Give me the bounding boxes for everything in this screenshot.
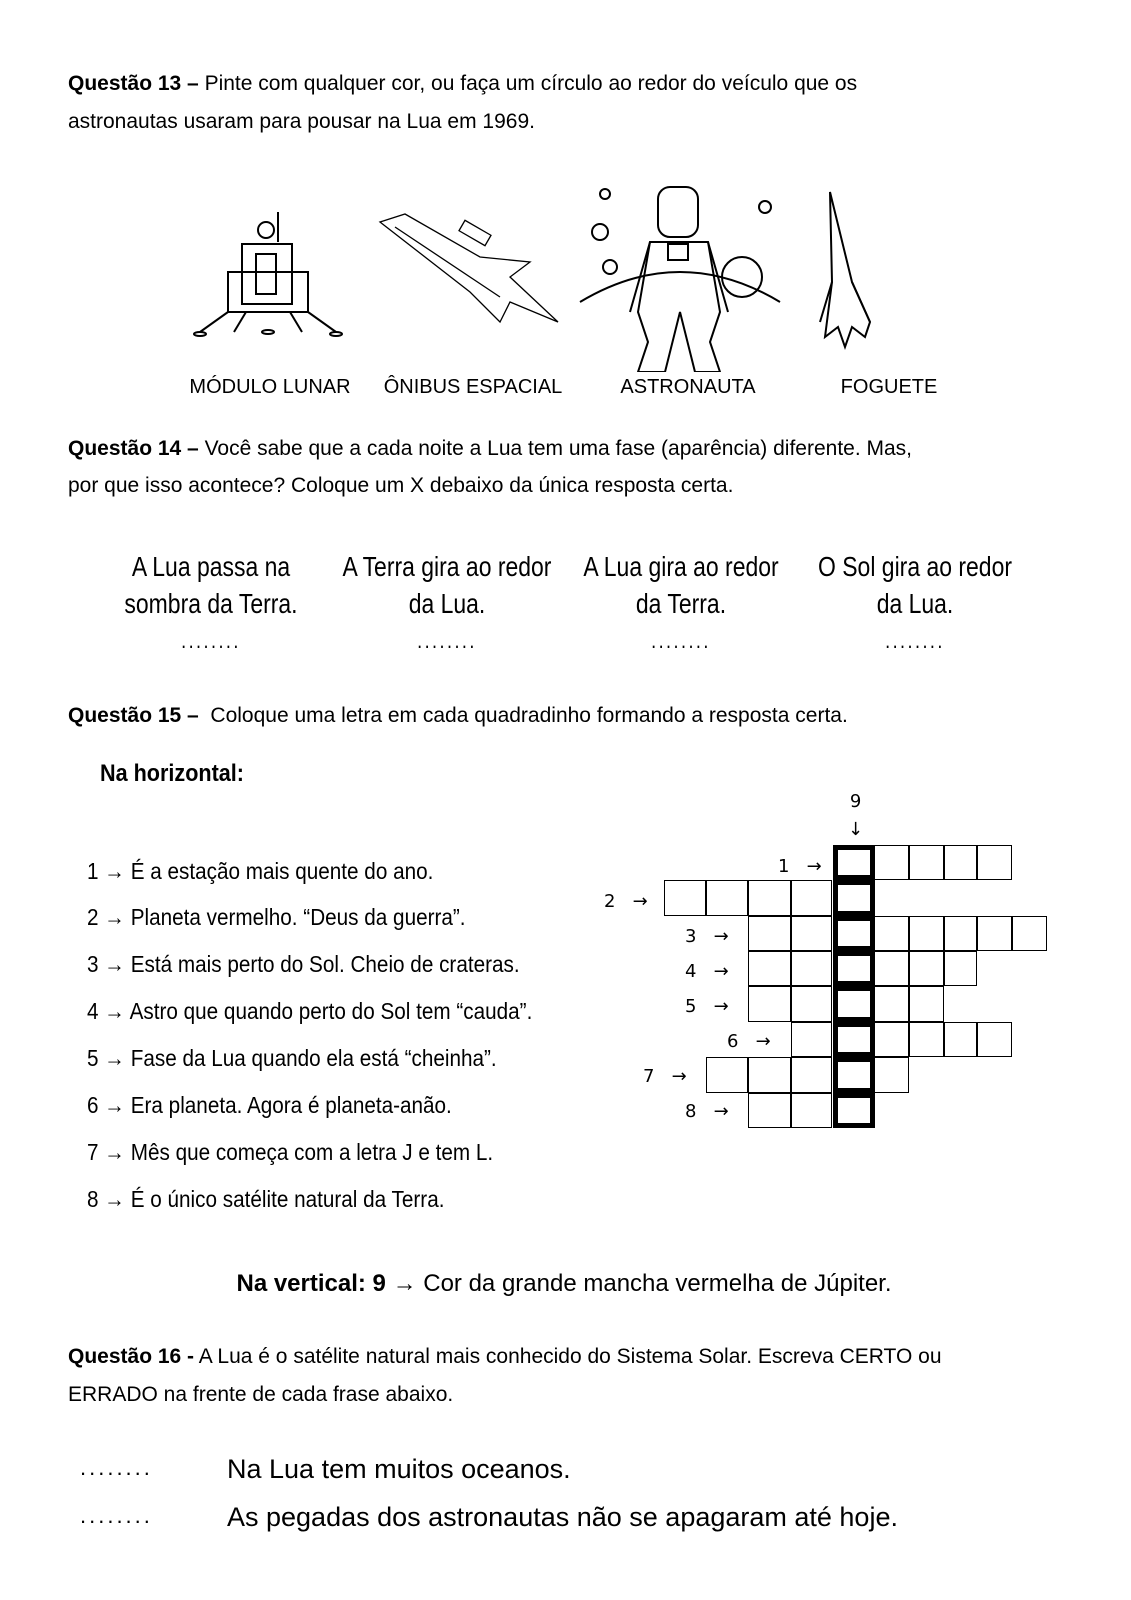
crossword-cell[interactable] (874, 986, 909, 1022)
answer-blank[interactable]: ........ (181, 628, 241, 653)
option-lunar-module[interactable]: MÓDULO LUNAR (189, 376, 351, 398)
option-line: A Lua gira ao redor (583, 551, 779, 582)
crossword-cell[interactable] (874, 916, 909, 951)
crossword-cell[interactable] (909, 916, 944, 951)
q15-line (68, 697, 848, 735)
clue-3: 3 → Está mais perto do Sol. Cheio de crateras. (87, 951, 520, 977)
crossword-cell[interactable] (874, 845, 909, 880)
clue-4: 4 → Astro que quando perto do Sol tem “cauda”. (87, 998, 533, 1024)
grid-label-2: 2 → (604, 891, 648, 912)
astronaut-icon (580, 187, 780, 372)
crossword-cell[interactable] (909, 951, 944, 986)
q14-line2: por que isso acontece? Coloque um X debaixo da única resposta certa. (68, 474, 734, 497)
crossword-cell[interactable] (874, 1022, 909, 1057)
option-space-shuttle[interactable]: ÔNIBUS ESPACIAL (383, 376, 563, 398)
space-shuttle-icon (380, 214, 558, 322)
answer-blank[interactable]: ........ (417, 628, 477, 653)
clue-8: 8 → É o único satélite natural da Terra. (87, 1186, 445, 1212)
lunar-module-icon (194, 212, 342, 336)
crossword-cell[interactable] (748, 916, 791, 951)
crossword-cell-vertical[interactable] (833, 1022, 875, 1057)
q13-line2: astronautas usaram para pousar na Lua em 1969. (68, 110, 535, 133)
crossword-cell[interactable] (706, 880, 748, 916)
crossword-cell[interactable] (748, 986, 791, 1022)
crossword-cell[interactable] (977, 1022, 1012, 1057)
crossword-cell[interactable] (944, 845, 977, 880)
crossword-cell[interactable] (791, 986, 832, 1022)
statement-2: As pegadas dos astronautas não se apagaram até hoje. (227, 1502, 898, 1532)
crossword-cell[interactable] (909, 986, 944, 1022)
grid-number: 3 (685, 926, 697, 947)
q16-title: Questão 16 - (68, 1345, 195, 1368)
crossword-cell[interactable] (1012, 916, 1047, 951)
crossword-cell[interactable] (874, 1057, 909, 1093)
grid-label-7: 7 → (643, 1066, 687, 1087)
q14-line1 (68, 430, 912, 468)
answer-blank[interactable]: ........ (651, 628, 711, 653)
crossword-cell-vertical[interactable] (833, 951, 875, 986)
answer-blank-2[interactable]: ........ (80, 1503, 153, 1528)
vertical-clue (236, 1270, 891, 1298)
grid-label-3: 3 → (685, 926, 729, 947)
vehicle-illustrations (180, 172, 980, 372)
grid-label-6: 6 → (727, 1031, 771, 1052)
grid-number: 8 (685, 1101, 697, 1122)
clue-1: 1 → É a estação mais quente do ano. (87, 858, 434, 884)
crossword-cell-vertical[interactable] (833, 986, 875, 1022)
crossword-cell[interactable] (748, 1057, 791, 1093)
crossword-cell[interactable] (791, 880, 832, 916)
q13-title: Questão 13 – (68, 72, 199, 95)
grid-label-1: 1 → (778, 856, 822, 877)
crossword-cell[interactable] (791, 916, 832, 951)
crossword-cell[interactable] (977, 916, 1012, 951)
grid-number: 7 (643, 1066, 655, 1087)
option-line: A Terra gira ao redor (342, 551, 552, 582)
grid-number: 2 (604, 891, 616, 912)
clue-6: 6 → Era planeta. Agora é planeta-anão. (87, 1092, 452, 1118)
grid-number: 6 (727, 1031, 739, 1052)
q13-text: Pinte com qualquer cor, ou faça um círculo ao redor do veículo que os (204, 72, 858, 95)
answer-blank[interactable]: ........ (885, 628, 945, 653)
q13-line1 (68, 65, 857, 103)
crossword-cell-vertical[interactable] (833, 1093, 875, 1128)
statement-1: Na Lua tem muitos oceanos. (227, 1454, 571, 1484)
grid-number: 1 (778, 856, 790, 877)
crossword-cell[interactable] (748, 1093, 791, 1128)
q15-title: Questão 15 – (68, 704, 199, 727)
option-rocket[interactable]: FOGUETE (840, 376, 938, 398)
crossword-cell[interactable] (909, 845, 944, 880)
horizontal-heading: Na horizontal: (100, 760, 244, 787)
crossword-cell[interactable] (791, 1057, 832, 1093)
crossword-cell[interactable] (791, 951, 832, 986)
rocket-icon (820, 192, 870, 347)
q15-text: Coloque uma letra em cada quadradinho formando a resposta certa. (210, 704, 848, 727)
clue-7: 7 → Mês que começa com a letra J e tem L. (87, 1139, 494, 1165)
crossword-cell[interactable] (944, 1022, 977, 1057)
option-line: da Lua. (408, 588, 486, 619)
option-line: O Sol gira ao redor (818, 551, 1012, 582)
answer-blank-1[interactable]: ........ (80, 1455, 153, 1480)
crossword-cell[interactable] (791, 1093, 832, 1128)
grid-number: 9 (849, 791, 862, 812)
crossword-cell[interactable] (791, 1022, 832, 1057)
grid-number: 4 (685, 961, 697, 982)
option-line: A Lua passa na (131, 551, 291, 582)
q14-text: Você sabe que a cada noite a Lua tem uma fase (aparência) diferente. Mas, (204, 437, 913, 460)
option-line: sombra da Terra. (124, 588, 298, 619)
crossword-cell[interactable] (977, 845, 1012, 880)
crossword-cell-vertical[interactable] (833, 1057, 875, 1093)
crossword-cell[interactable] (748, 951, 791, 986)
option-line: da Terra. (635, 588, 727, 619)
vertical-text: → Cor da grande mancha vermelha de Júpiter. (392, 1270, 892, 1297)
crossword-cell-vertical[interactable] (833, 845, 875, 880)
crossword-cell[interactable] (748, 880, 791, 916)
down-arrow-icon: ↓ (848, 819, 864, 840)
q14-option-4[interactable] (818, 548, 1012, 659)
option-line: da Lua. (876, 588, 954, 619)
q14-option-3[interactable] (583, 548, 778, 659)
grid-number: 5 (685, 996, 697, 1017)
grid-label-9 (848, 788, 863, 844)
clue-5: 5 → Fase da Lua quando ela está “cheinha”. (87, 1045, 497, 1071)
q14-option-2[interactable] (343, 548, 552, 659)
crossword-cell[interactable] (874, 951, 909, 986)
q14-title: Questão 14 – (68, 437, 199, 460)
q16-line2: ERRADO na frente de cada frase abaixo. (68, 1383, 454, 1406)
crossword-cell[interactable] (706, 1057, 748, 1093)
grid-label-5: 5 → (685, 996, 729, 1017)
q14-option-1[interactable] (124, 548, 297, 659)
crossword-cell[interactable] (664, 880, 706, 916)
crossword-cell[interactable] (909, 1022, 944, 1057)
grid-label-4: 4 → (685, 961, 729, 982)
crossword-cell-vertical[interactable] (833, 880, 875, 916)
crossword-cell-vertical[interactable] (833, 916, 875, 951)
q16-text: A Lua é o satélite natural mais conhecido do Sistema Solar. Escreva CERTO ou (198, 1345, 942, 1368)
clue-2: 2 → Planeta vermelho. “Deus da guerra”. (87, 904, 466, 930)
grid-label-8: 8 → (685, 1101, 729, 1122)
option-astronaut[interactable]: ASTRONAUTA (620, 376, 756, 398)
crossword-cell[interactable] (944, 951, 977, 986)
q16-line1 (68, 1338, 942, 1376)
vertical-heading: Na vertical: 9 (236, 1270, 386, 1297)
crossword-cell[interactable] (944, 916, 977, 951)
